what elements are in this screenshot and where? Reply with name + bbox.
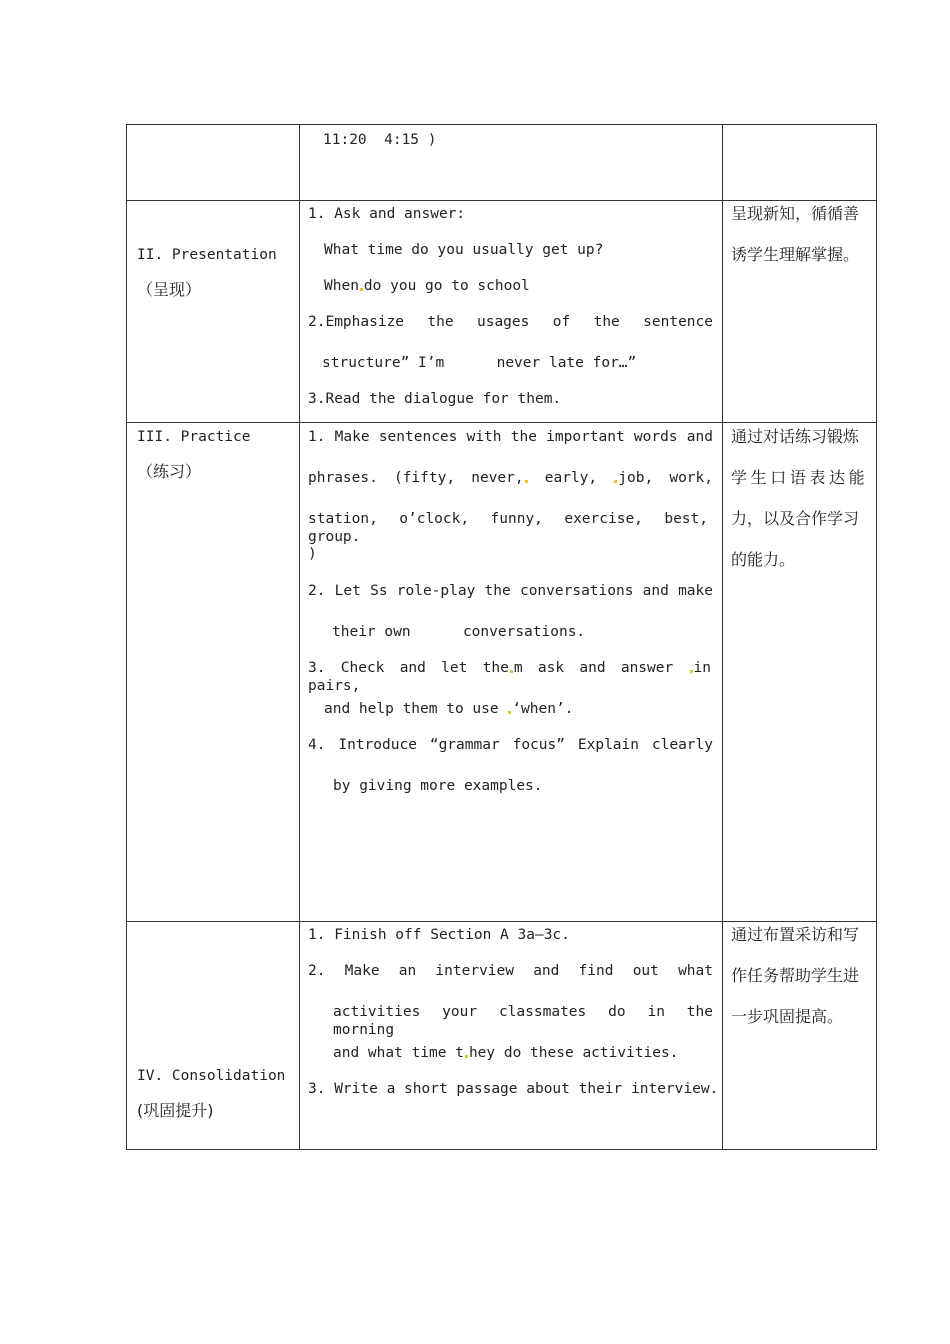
mark-dot	[510, 670, 513, 673]
consolidation-purpose-1: 通过布置采访和写	[731, 925, 860, 944]
presentation-line-2: What time do you usually get up?	[324, 242, 604, 258]
column-divider	[722, 125, 723, 1149]
consolidation-line-5: 3. Write a short passage about their interview.	[308, 1081, 719, 1097]
practice-line-1: 1. Make sentences with the important words and	[308, 429, 713, 445]
row-divider	[127, 200, 876, 201]
consolidation-line-2: 2. Make an interview and find out what	[308, 963, 713, 979]
mark-dot	[690, 670, 693, 673]
practice-line-9: 4. Introduce “grammar focus” Explain clearly	[308, 737, 713, 753]
schedule-times: 11:20 4:15 )	[323, 132, 437, 148]
presentation-line-1: 1. Ask and answer:	[308, 206, 466, 222]
presentation-purpose-1: 呈现新知，循循善	[731, 204, 860, 223]
practice-line-6: their own conversations.	[332, 624, 586, 640]
row-divider	[127, 921, 876, 922]
practice-line-10: by giving more examples.	[333, 778, 543, 794]
presentation-line-4: 2.Emphasize the usages of the sentence	[308, 314, 713, 330]
practice-purpose-4: 的能力。	[731, 550, 796, 569]
stage-label-practice: III. Practice	[137, 429, 251, 445]
consolidation-line-3: activities your classmates do in the morning	[333, 1004, 713, 1038]
consolidation-purpose-3: 一步巩固提高。	[731, 1007, 844, 1026]
consolidation-line-1: 1. Finish off Section A 3a—3c.	[308, 927, 570, 943]
practice-line-2: phrases. (fifty, never, early, job, work,	[308, 470, 713, 486]
mark-dot	[525, 480, 528, 483]
mark-dot	[465, 1055, 468, 1058]
stage-label-consolidation: IV. Consolidation	[137, 1068, 286, 1084]
consolidation-line-4: and what time t hey do these activities.	[333, 1045, 679, 1061]
stage-label-presentation-cn: （呈现）	[137, 280, 202, 299]
column-divider	[299, 125, 300, 1149]
presentation-line-5: structure” I’m never late for…”	[322, 355, 637, 371]
practice-line-4: )	[308, 546, 317, 562]
stage-label-practice-cn: （练习）	[137, 462, 202, 481]
practice-line-3: station, o’clock, funny, exercise, best, group.	[308, 511, 708, 545]
mark-dot	[508, 711, 511, 714]
presentation-line-3: When do you go to school	[324, 278, 530, 294]
lesson-plan-table	[126, 124, 877, 1150]
practice-purpose-2: 学生口语表达能	[731, 468, 869, 487]
stage-label-consolidation-cn: (巩固提升)	[137, 1101, 214, 1120]
practice-line-8: and help them to use ‘when’.	[324, 701, 574, 717]
consolidation-purpose-2: 作任务帮助学生进	[731, 966, 860, 985]
practice-purpose-3: 力，以及合作学习	[731, 509, 860, 528]
mark-dot	[614, 480, 617, 483]
presentation-line-6: 3.Read the dialogue for them.	[308, 391, 562, 407]
stage-label-presentation: II. Presentation	[137, 247, 277, 263]
practice-purpose-1: 通过对话练习锻炼	[731, 427, 860, 446]
practice-line-5: 2. Let Ss role-play the conversations and make	[308, 583, 713, 599]
practice-line-7: 3. Check and let the m ask and answer in pairs,	[308, 660, 711, 694]
mark-dot	[360, 288, 363, 291]
row-divider	[127, 422, 876, 423]
presentation-purpose-2: 诱学生理解掌握。	[731, 245, 860, 264]
